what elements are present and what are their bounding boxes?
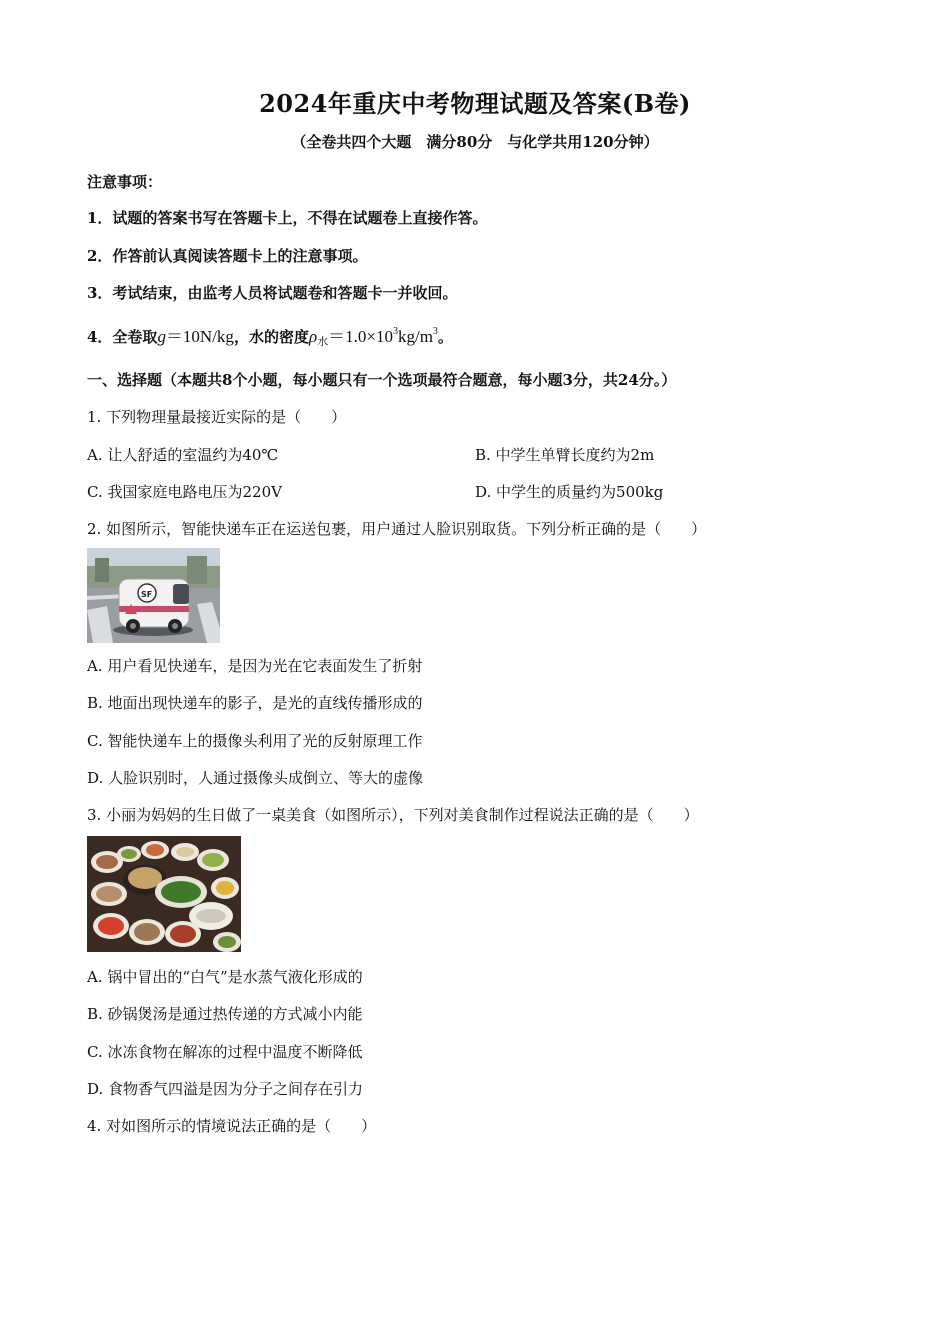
question-3-option-d: D. 食物香气四溢是因为分子之间存在引力 <box>87 1080 364 1098</box>
notes-heading: 注意事项： <box>87 173 163 191</box>
question-2-option-c: C. 智能快递车上的摄像头利用了光的反射原理工作 <box>87 732 423 750</box>
question-1-stem: 1. 下列物理量最接近实际的是（ ） <box>87 408 347 426</box>
question-1-option-d: D. 中学生的质量约为500kg <box>475 483 664 501</box>
question-3-option-b: B. 砂锅煲汤是通过热传递的方式减小内能 <box>87 1005 363 1023</box>
rho-exponent: 3 <box>392 326 398 337</box>
page-subtitle: （全卷共四个大题 满分80分 与化学共用120分钟） <box>291 133 659 151</box>
note-item-1: 1．试题的答案书写在答题卡上，不得在试题卷上直接作答。 <box>87 209 488 227</box>
question-4-stem: 4. 对如图所示的情境说法正确的是（ ） <box>87 1117 377 1135</box>
question-1-option-b: B. 中学生单臂长度约为2m <box>475 446 655 464</box>
g-symbol: g <box>157 327 166 346</box>
food-table-photo <box>87 836 241 952</box>
rho-symbol: ρ <box>308 327 318 346</box>
question-2-option-d: D. 人脸识别时，人通过摄像头成倒立、等大的虚像 <box>87 769 424 787</box>
question-2-option-a: A. 用户看见快递车，是因为光在它表面发生了折射 <box>87 657 423 675</box>
question-2-option-b: B. 地面出现快递车的影子，是光的直线传播形成的 <box>87 694 423 712</box>
note-item-4-suffix: 。 <box>437 328 453 346</box>
rho-value: ＝1.0×10 <box>328 327 393 346</box>
note-item-4 <box>87 322 453 349</box>
page-title: 2024年重庆中考物理试题及答案(B卷) <box>259 89 691 118</box>
g-value: ＝10N/kg <box>165 327 234 346</box>
section-1-heading: 一、选择题（本题共8个小题，每小题只有一个选项最符合题意，每小题3分，共24分。） <box>87 371 677 389</box>
density-formula <box>309 327 438 346</box>
question-1-option-c: C. 我国家庭电路电压为220V <box>87 483 282 501</box>
note-item-2: 2．作答前认真阅读答题卡上的注意事项。 <box>87 247 368 265</box>
sf-logo-text: SF <box>141 590 153 599</box>
gravity-formula <box>157 327 234 346</box>
rho-unit: kg/m <box>397 327 433 346</box>
note-item-4-mid: ，水的密度 <box>233 328 309 346</box>
note-item-3: 3．考试结束，由监考人员将试题卷和答题卡一并收回。 <box>87 284 458 302</box>
question-2-stem: 2. 如图所示，智能快递车正在运送包裹，用户通过人脸识别取货。下列分析正确的是（ ） <box>87 520 707 538</box>
question-3-option-a: A. 锅中冒出的“白气”是水蒸气液化形成的 <box>87 968 363 986</box>
rho-unit-exponent: 3 <box>432 326 438 337</box>
rho-subscript: 水 <box>317 336 329 348</box>
question-3-stem: 3. 小丽为妈妈的生日做了一桌美食（如图所示），下列对美食制作过程说法正确的是（ ） <box>87 806 699 824</box>
delivery-vehicle-photo <box>87 548 220 643</box>
note-item-4-prefix: 4．全卷取 <box>87 328 158 346</box>
question-3-option-c: C. 冰冻食物在解冻的过程中温度不断降低 <box>87 1043 363 1061</box>
question-1-option-a: A. 让人舒适的室温约为40℃ <box>87 446 279 464</box>
